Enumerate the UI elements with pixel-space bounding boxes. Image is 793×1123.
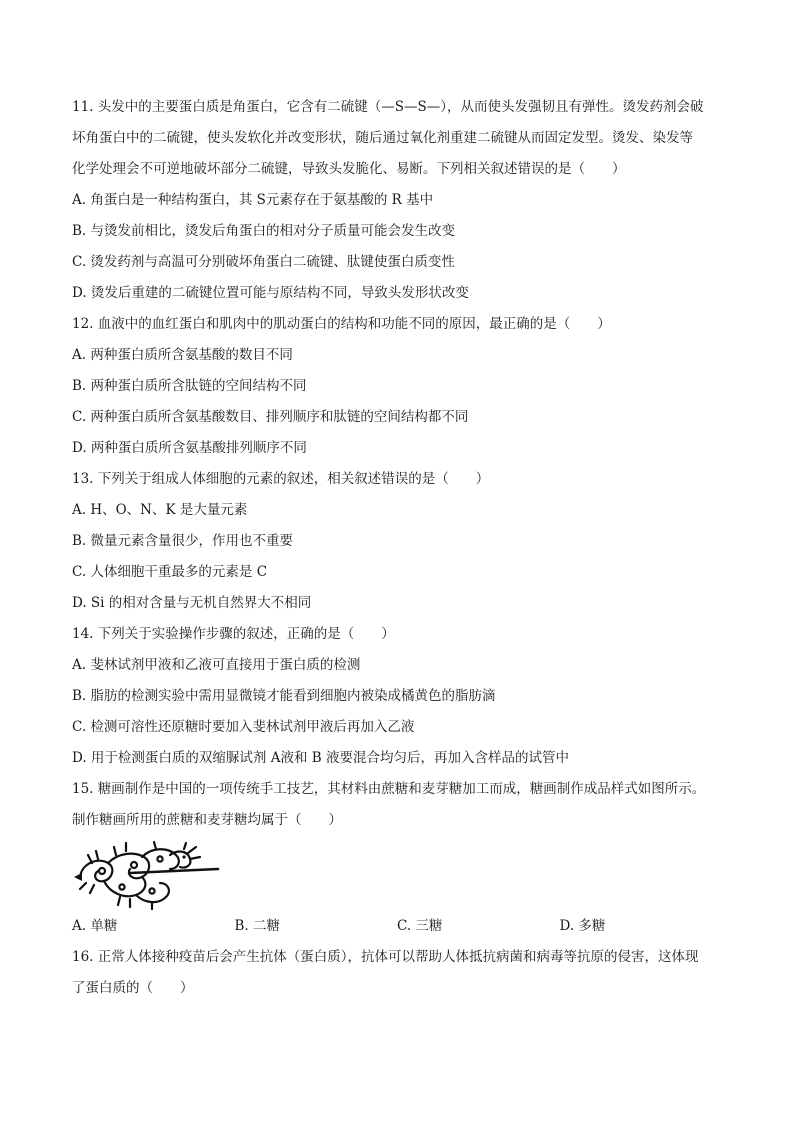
option-c: C. 人体细胞干重最多的元素是 C xyxy=(72,564,268,580)
question-14 xyxy=(72,619,722,774)
question-stem-line: 化学处理会不可逆地破坏部分二硫键，导致头发脆化、易断。下列相关叙述错误的是（ ） xyxy=(72,161,626,177)
question-stem-line: 了蛋白质的（ ） xyxy=(72,980,194,996)
question-stem-line: 制作糖画所用的蔗糖和麦芽糖均属于（ ） xyxy=(72,812,342,828)
option-b: B. 两种蛋白质所含肽链的空间结构不同 xyxy=(72,378,307,394)
option-d: D. 烫发后重建的二硫键位置可能与原结构不同，导致头发形状改变 xyxy=(72,285,469,301)
option-c: C. 烫发药剂与高温可分别破坏角蛋白二硫键、肽键使蛋白质变性 xyxy=(72,254,455,270)
option-c: C. 检测可溶性还原糖时要加入斐林试剂甲液后再加入乙液 xyxy=(72,719,415,735)
option-a: A. 角蛋白是一种结构蛋白，其 S元素存在于氨基酸的 R 基中 xyxy=(72,192,434,208)
option-b: B. 与烫发前相比，烫发后角蛋白的相对分子质量可能会发生改变 xyxy=(72,223,456,239)
option-a: A. H、O、N、K 是大量元素 xyxy=(72,502,248,518)
question-stem-line: 坏角蛋白中的二硫键，使头发软化并改变形状，随后通过氧化剂重建二硫键从而固定发型。烫发、染发等 xyxy=(72,130,693,146)
exam-page xyxy=(72,92,722,1004)
option-d: D. 用于检测蛋白质的双缩脲试剂 A液和 B 液要混合均匀后，再加入含样品的试管中 xyxy=(72,750,569,766)
question-stem-line: 14. 下列关于实验操作步骤的叙述，正确的是（ ） xyxy=(72,626,395,642)
option-b: B. 二糖 xyxy=(234,918,281,934)
question-15 xyxy=(72,774,722,942)
question-12 xyxy=(72,309,722,464)
question-stem-line: 11. 头发中的主要蛋白质是角蛋白，它含有二硫键（—S—S—），从而使头发强韧且有弹性。烫发药剂会破 xyxy=(72,99,704,115)
option-b: B. 微量元素含量很少，作用也不重要 xyxy=(72,533,294,549)
question-stem-line: 15. 糖画制作是中国的一项传统手工技艺，其材料由蔗糖和麦芽糖加工而成，糖画制作成品样式如图所示。 xyxy=(72,781,706,797)
option-c: C. 两种蛋白质所含氨基酸数目、排列顺序和肽链的空间结构都不同 xyxy=(72,409,469,425)
dragon-icon xyxy=(72,839,222,911)
option-a: A. 单糖 xyxy=(72,918,118,934)
option-d: D. 多糖 xyxy=(559,918,606,934)
question-13 xyxy=(72,464,722,619)
question-stem-line: 12. 血液中的血红蛋白和肌肉中的肌动蛋白的结构和功能不同的原因，最正确的是（ ） xyxy=(72,316,611,332)
options-row xyxy=(72,911,722,942)
option-a: A. 斐林试剂甲液和乙液可直接用于蛋白质的检测 xyxy=(72,657,361,673)
option-b: B. 脂肪的检测实验中需用显微镜才能看到细胞内被染成橘黄色的脂肪滴 xyxy=(72,688,496,704)
question-stem-line: 13. 下列关于组成人体细胞的元素的叙述，相关叙述错误的是（ ） xyxy=(72,471,490,487)
question-16 xyxy=(72,942,722,1004)
question-11 xyxy=(72,92,722,309)
option-a: A. 两种蛋白质所含氨基酸的数目不同 xyxy=(72,347,293,363)
option-d: D. 两种蛋白质所含氨基酸排列顺序不同 xyxy=(72,440,307,456)
option-c: C. 三糖 xyxy=(397,918,443,934)
option-d: D. Si 的相对含量与无机自然界大不相同 xyxy=(72,595,312,611)
sugar-dragon-image xyxy=(72,839,722,911)
question-stem-line: 16. 正常人体接种疫苗后会产生抗体（蛋白质），抗体可以帮助人体抵抗病菌和病毒等抗原的侵害，这体现 xyxy=(72,949,699,965)
